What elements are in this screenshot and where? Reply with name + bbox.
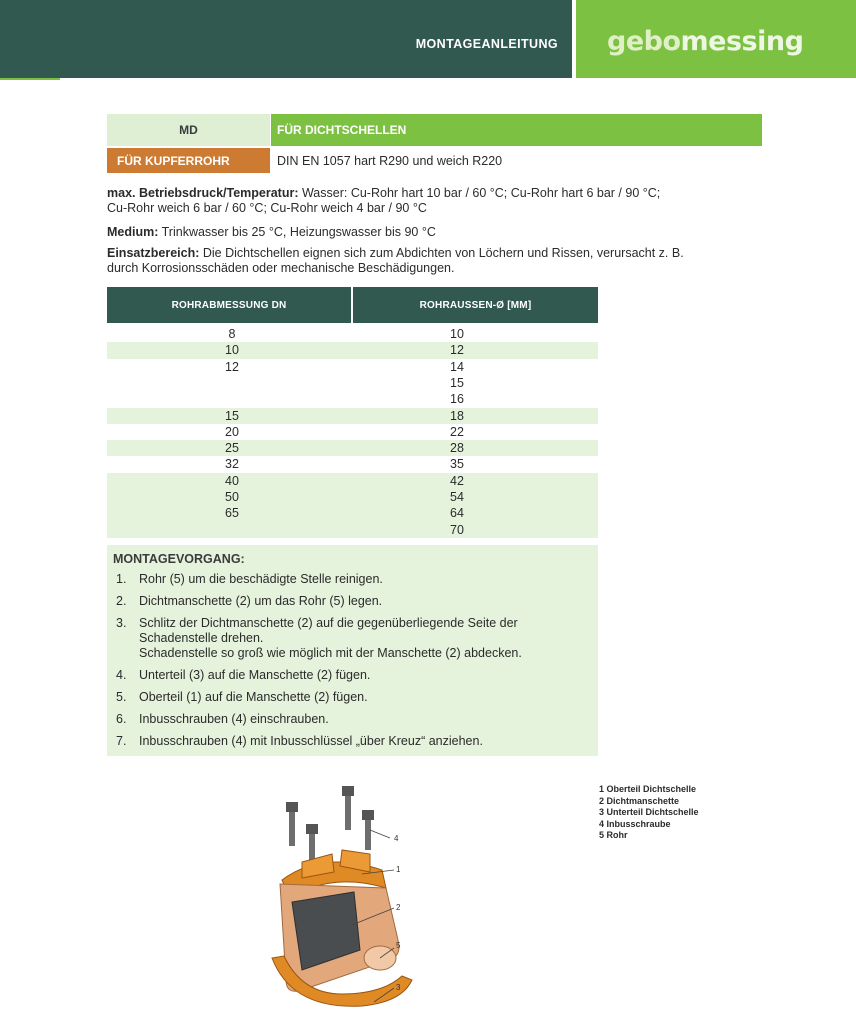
cell-od: 35 <box>450 457 464 472</box>
label-2: 2 <box>396 903 401 912</box>
step-text: Inbusschrauben (4) einschrauben. <box>139 712 329 726</box>
label-3: 3 <box>396 983 401 992</box>
step-text: Rohr (5) um die beschädigte Stelle reinigen. <box>139 572 383 586</box>
table-row <box>107 489 598 505</box>
parts-legend <box>599 784 699 842</box>
label-4: 4 <box>394 834 399 843</box>
cell-dn: 8 <box>228 327 236 341</box>
step-number: 2. <box>116 594 127 608</box>
pressure-label: max. Betriebsdruck/Temperatur: <box>107 186 299 200</box>
cell-od: 42 <box>450 473 464 488</box>
clamp-exploded-illustration <box>262 780 422 1020</box>
table-row <box>107 326 598 342</box>
assembly-step <box>113 712 598 727</box>
assembly-step <box>113 690 598 705</box>
label-5: 5 <box>396 941 401 950</box>
table-header-dn: ROHRABMESSUNG DN <box>107 287 351 323</box>
cell-dn: 12 <box>225 359 239 374</box>
cell-dn: 40 <box>225 473 239 488</box>
usage-line-1: Die Dichtschellen eignen sich zum Abdichten von Löchern und Rissen, verursacht z. B. <box>199 246 684 260</box>
header-bar <box>0 0 572 78</box>
logo-panel <box>576 0 856 78</box>
cell-od: 16 <box>450 392 464 407</box>
table-row <box>107 391 598 407</box>
step-text: Oberteil (1) auf die Manschette (2) fügen. <box>139 690 368 704</box>
header-accent-line <box>0 78 60 80</box>
table-row <box>107 505 598 521</box>
cell-dn: 50 <box>225 490 239 504</box>
product-code: MD <box>107 114 270 146</box>
legend-item: 3 Unterteil Dichtschelle <box>599 807 699 817</box>
legend-item: 4 Inbusschraube <box>599 818 671 829</box>
cell-od: 18 <box>450 408 464 423</box>
assembly-section <box>107 545 598 756</box>
step-text: Schadenstelle drehen. <box>139 631 264 645</box>
step-number: 7. <box>116 734 127 748</box>
table-row <box>107 375 598 391</box>
step-number: 4. <box>116 668 127 682</box>
cell-od: 64 <box>450 506 464 521</box>
pipe-standard: DIN EN 1057 hart R290 und weich R220 <box>277 153 503 168</box>
pressure-line-1: Wasser: Cu-Rohr hart 10 bar / 60 °C; Cu-Rohr hart 6 bar / 90 °C; <box>298 186 661 200</box>
table-row <box>107 440 598 456</box>
document-title: MONTAGEANLEITUNG <box>415 37 558 51</box>
brand-logo <box>607 26 803 57</box>
assembly-step <box>113 572 598 587</box>
medium-label: Medium: <box>107 225 159 239</box>
step-number: 6. <box>116 712 127 726</box>
step-number: 5. <box>116 690 127 704</box>
label-1: 1 <box>396 865 401 874</box>
legend-item: 5 Rohr <box>599 830 628 840</box>
step-text: Schadenstelle so groß wie möglich mit der Manschette (2) abdecken. <box>139 646 522 660</box>
cell-od: 15 <box>450 375 464 390</box>
cell-dn: 20 <box>225 424 239 439</box>
assembly-steps <box>113 572 598 749</box>
cell-dn: 65 <box>225 506 239 521</box>
cell-dn: 32 <box>225 457 239 472</box>
cell-od: 28 <box>450 441 464 456</box>
table-row <box>107 473 598 489</box>
table-row <box>107 408 598 424</box>
table-row <box>107 424 598 440</box>
assembly-title: MONTAGEVORGANG: <box>113 552 245 566</box>
cell-od: 70 <box>450 522 464 537</box>
medium-spec <box>107 225 767 240</box>
cell-od: 10 <box>450 327 464 341</box>
table-header-od: ROHRAUSSEN-Ø [MM] <box>353 287 598 323</box>
cell-od: 14 <box>450 359 464 374</box>
legend-item: 1 Oberteil Dichtschelle <box>599 784 697 794</box>
cell-od: 12 <box>450 343 464 358</box>
pressure-line-2: Cu-Rohr weich 6 bar / 60 °C; Cu-Rohr weich 4 bar / 90 °C <box>107 201 427 215</box>
usage-line-2: durch Korrosionsschäden oder mechanische Beschädigungen. <box>107 261 455 275</box>
step-text: Inbusschrauben (4) mit Inbusschlüssel „über Kreuz“ anziehen. <box>139 734 483 748</box>
usage-label: Einsatzbereich: <box>107 246 200 260</box>
step-text: Schlitz der Dichtmanschette (2) auf die gegenüberliegende Seite der <box>139 616 518 630</box>
product-name: FÜR DICHTSCHELLEN <box>271 114 762 146</box>
pipe-type-label: FÜR KUPFERROHR <box>107 148 270 173</box>
cell-od: 54 <box>450 490 464 504</box>
assembly-step <box>113 616 598 661</box>
cell-dn: 25 <box>225 441 239 456</box>
table-row <box>107 359 598 375</box>
logo-part-1: gebo <box>607 26 681 57</box>
assembly-step <box>113 734 598 749</box>
pressure-spec <box>107 186 767 216</box>
logo-part-2: messing <box>680 26 804 57</box>
cell-od: 22 <box>450 424 464 439</box>
medium-value: Trinkwasser bis 25 °C, Heizungswasser bis 90 °C <box>158 225 436 239</box>
step-text: Dichtmanschette (2) um das Rohr (5) legen. <box>139 594 383 608</box>
step-text: Unterteil (3) auf die Manschette (2) fügen. <box>139 668 371 682</box>
cell-dn: 10 <box>225 343 239 358</box>
table-row <box>107 456 598 472</box>
assembly-step <box>113 594 598 609</box>
usage-spec <box>107 246 767 276</box>
step-number: 3. <box>116 616 127 630</box>
legend-item: 2 Dichtmanschette <box>599 795 680 806</box>
cell-dn: 15 <box>225 408 239 423</box>
table-row <box>107 522 598 538</box>
step-number: 1. <box>116 572 127 586</box>
assembly-step <box>113 668 598 683</box>
table-row <box>107 342 598 358</box>
